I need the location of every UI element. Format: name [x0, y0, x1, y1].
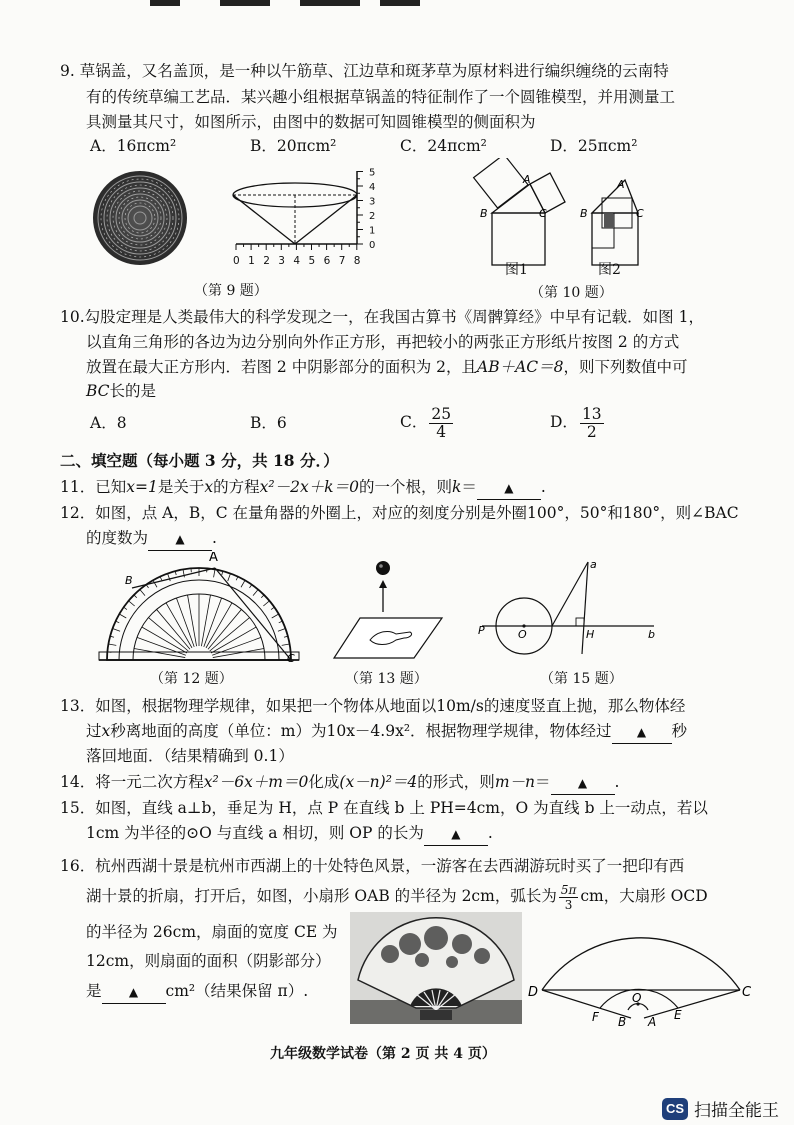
fig15-caption: （第 15 题）	[540, 671, 623, 687]
fan-sector-diagram	[526, 900, 760, 1030]
pythagoras-figure	[470, 158, 670, 276]
protractor-ray	[204, 598, 222, 647]
q11-line: 11．已知x=1是关于x的方程x²－2x＋k＝0的一个根，则k＝ ▲ .	[60, 476, 546, 500]
q12-line1: 12．如图，点 A，B，C 在量角器的外圈上，对应的刻度分别是外圈100°，50°和180°，则∠BAC	[60, 504, 739, 522]
fig12-label-c: C	[287, 652, 295, 664]
fig12-label-a: A	[209, 552, 218, 565]
q9-line3: 具测量其尺寸，如图所示，由图中的数据可知圆锥模型的侧面积为	[86, 113, 536, 131]
protractor-tick	[278, 629, 286, 632]
q11-answer-blank[interactable]: ▲	[477, 477, 541, 500]
q9-line1: 9. 草锅盖，又名盖顶，是一种以午筋草、江边草和斑茅草为原材料进行编织缠绕的云南特	[60, 62, 669, 80]
protractor-tick	[119, 614, 126, 618]
protractor-tick	[153, 580, 157, 587]
q15-line1: 15．如图，直线 a⊥b，垂足为 H，点 P 在直线 b 上 PH=4cm，O 为直线 b 上一动点，若以	[60, 799, 708, 817]
scanner-logo-text: 扫描全能王	[694, 1101, 779, 1121]
q16-line5: 是 ▲ cm²（结果保留 π）.	[86, 980, 308, 1004]
protractor-ray	[137, 637, 186, 655]
q16-line2: 湖十景的折扇，打开后，如图，小扇形 OAB 的半径为 2cm，弧长为 $\frac{5\pi}{3}$ cm，大扇形 OCD	[86, 882, 708, 912]
protractor-ray	[213, 649, 264, 658]
ruler-x-label: 7	[338, 255, 346, 267]
ruler-y-label: 3	[369, 196, 376, 208]
q9-line2: 有的传统草编工艺品．某兴趣小组根据草锅盖的特征制作了一个圆锥模型，并用测量工	[86, 88, 676, 106]
q16-line4: 12cm，则扇面的面积（阴影部分）	[86, 952, 331, 970]
protractor-tick	[249, 585, 251, 588]
protractor-tick	[108, 644, 116, 645]
fig16-label-c: C	[742, 985, 752, 1000]
protractor-ray	[134, 649, 185, 658]
ruler-y-label: 1	[369, 225, 376, 237]
fig10-fig2-label: 图2	[598, 262, 621, 278]
q14-answer-blank[interactable]: ▲	[551, 772, 615, 795]
scanner-watermark	[662, 1096, 779, 1121]
top-cut-text-remnant	[150, 0, 430, 7]
q9-option-c: C．24πcm²	[400, 137, 487, 155]
protractor-figure	[95, 552, 305, 664]
q10-option-b: B．6	[250, 414, 287, 432]
folding-fan-photo	[350, 912, 522, 1024]
scanner-logo-icon: CS	[662, 1098, 688, 1120]
q10-line2: 以直角三角形的各边为边分别向外作正方形，再把较小的两张正方形纸片按图 2 的方式	[86, 333, 680, 351]
q10-line1: 10.勾股定理是人类最伟大的科学发现之一，在我国古算书《周髀算经》中早有记载．如图 1，	[60, 308, 704, 326]
protractor-ray	[176, 598, 194, 647]
tangent-circle-figure	[474, 558, 664, 658]
fig15-label-o: O	[518, 628, 527, 641]
q15-answer-blank[interactable]: ▲	[424, 823, 488, 846]
protractor-tick	[140, 590, 145, 596]
protractor-tick	[214, 569, 215, 577]
fig15-label-a: a	[590, 558, 597, 571]
ruler-x-label: 4	[293, 255, 301, 267]
protractor-tick	[272, 614, 279, 618]
q14-line: 14．将一元二次方程x²－6x＋m＝0化成(x－n)²＝4的形式，则m－n＝ ▲ .	[60, 771, 619, 795]
protractor-tick	[124, 607, 127, 609]
ruler-x-label: 6	[323, 255, 331, 267]
fig16-label-e: E	[674, 1008, 682, 1022]
ruler-y-label: 5	[369, 168, 376, 179]
q10-option-d: D． $\frac{13}{2}$	[550, 404, 602, 441]
fig15-label-p: P	[478, 624, 485, 637]
protractor-ray	[188, 595, 197, 646]
q13-line1: 13．如图，根据物理学规律，如果把一个物体从地面以10m/s的速度竖直上抛，那么物体经	[60, 697, 686, 715]
fig9-caption: （第 9 题）	[194, 283, 268, 299]
fig16-label-b: B	[618, 1015, 627, 1029]
q12-answer-blank[interactable]: ▲	[148, 528, 212, 551]
fig12-caption: （第 12 题）	[150, 671, 233, 687]
ruler-x-label: 1	[248, 255, 255, 267]
protractor-tick	[271, 607, 274, 609]
cone-ruler-figure	[222, 168, 382, 270]
fig16-label-o: O	[632, 991, 642, 1005]
fig16-label-d: D	[528, 985, 539, 1000]
protractor-tick	[113, 629, 121, 632]
fig16-label-a: A	[648, 1015, 657, 1029]
protractor-tick	[241, 580, 245, 587]
ruler-x-label: 2	[263, 255, 270, 267]
upward-throw-figure	[330, 558, 448, 664]
fig12-label-b: B	[125, 574, 133, 587]
protractor-ray	[201, 595, 210, 646]
fig16-label-f: F	[592, 1010, 599, 1024]
fig13-caption: （第 13 题）	[345, 671, 428, 687]
fig15-label-b: b	[648, 628, 655, 641]
ruler-y-label: 4	[369, 182, 376, 193]
ruler-x-label: 3	[278, 255, 285, 267]
q15-line2: 1cm 为半径的⊙O 与直线 a 相切，则 OP 的长为 ▲ .	[86, 822, 493, 846]
ruler-x-label: 5	[308, 255, 316, 267]
protractor-tick	[146, 585, 148, 588]
q9-option-b: B．20πcm²	[250, 137, 337, 155]
q9-option-d: D．25πcm²	[550, 137, 638, 155]
protractor-tick	[134, 595, 137, 598]
q16-line1: 16．杭州西湖十景是杭州市西湖上的十处特色风景，一游客在去西湖游玩时买了一把印有西	[60, 857, 685, 875]
protractor-tick	[129, 601, 135, 606]
protractor-ray	[212, 637, 261, 655]
section2-title: 二、填空题（每小题 3 分，共 18 分．）	[60, 451, 339, 470]
q16-line3: 的半径为 26cm，扇面的宽度 CE 为	[86, 923, 338, 941]
q16-answer-blank[interactable]: ▲	[102, 981, 166, 1004]
fig10-label-a2: A	[617, 178, 625, 191]
fig10-label-a1: A	[523, 173, 531, 186]
ruler-x-label: 8	[353, 255, 361, 267]
q10-line4: BC长的是	[86, 382, 157, 400]
q10-option-c: C． $\frac{25}{4}$	[400, 404, 452, 441]
ruler-y-label: 2	[369, 211, 376, 222]
straw-lid-photo	[90, 168, 190, 268]
ruler-x-label: 0	[233, 255, 240, 267]
protractor-tick	[282, 644, 290, 645]
fig10-fig1-label: 图1	[505, 262, 528, 278]
q13-answer-blank[interactable]: ▲	[612, 721, 672, 744]
fig10-caption: （第 10 题）	[530, 285, 613, 301]
fig10-label-c2: C	[636, 207, 644, 220]
protractor-tick	[228, 574, 231, 582]
fig10-label-c1: C	[539, 207, 547, 220]
q10-line3: 放置在最大正方形内．若图 2 中阴影部分的面积为 2，且AB＋AC＝8，则下列数值中可	[86, 358, 688, 376]
fig10-label-b2: B	[580, 207, 588, 220]
ruler-y-label: 0	[369, 240, 376, 251]
q12-line2: 的度数为 ▲ .	[86, 527, 217, 551]
q13-line2: 过x秒离地面的高度（单位：m）为10x－4.9x²．根据物理学规律，物体经过 ▲ 秒	[86, 720, 687, 744]
q10-option-a: A．8	[90, 414, 127, 432]
q9-option-a: A．16πcm²	[90, 137, 177, 155]
fig10-label-b1: B	[480, 207, 488, 220]
protractor-tick	[261, 595, 264, 598]
protractor-tick	[253, 590, 258, 596]
fig15-label-h: H	[586, 628, 595, 641]
q13-line3: 落回地面．（结果精确到 0.1）	[86, 747, 294, 765]
page-footer: 九年级数学试卷（第 2 页 共 4 页）	[270, 1046, 496, 1062]
protractor-tick	[263, 601, 269, 606]
